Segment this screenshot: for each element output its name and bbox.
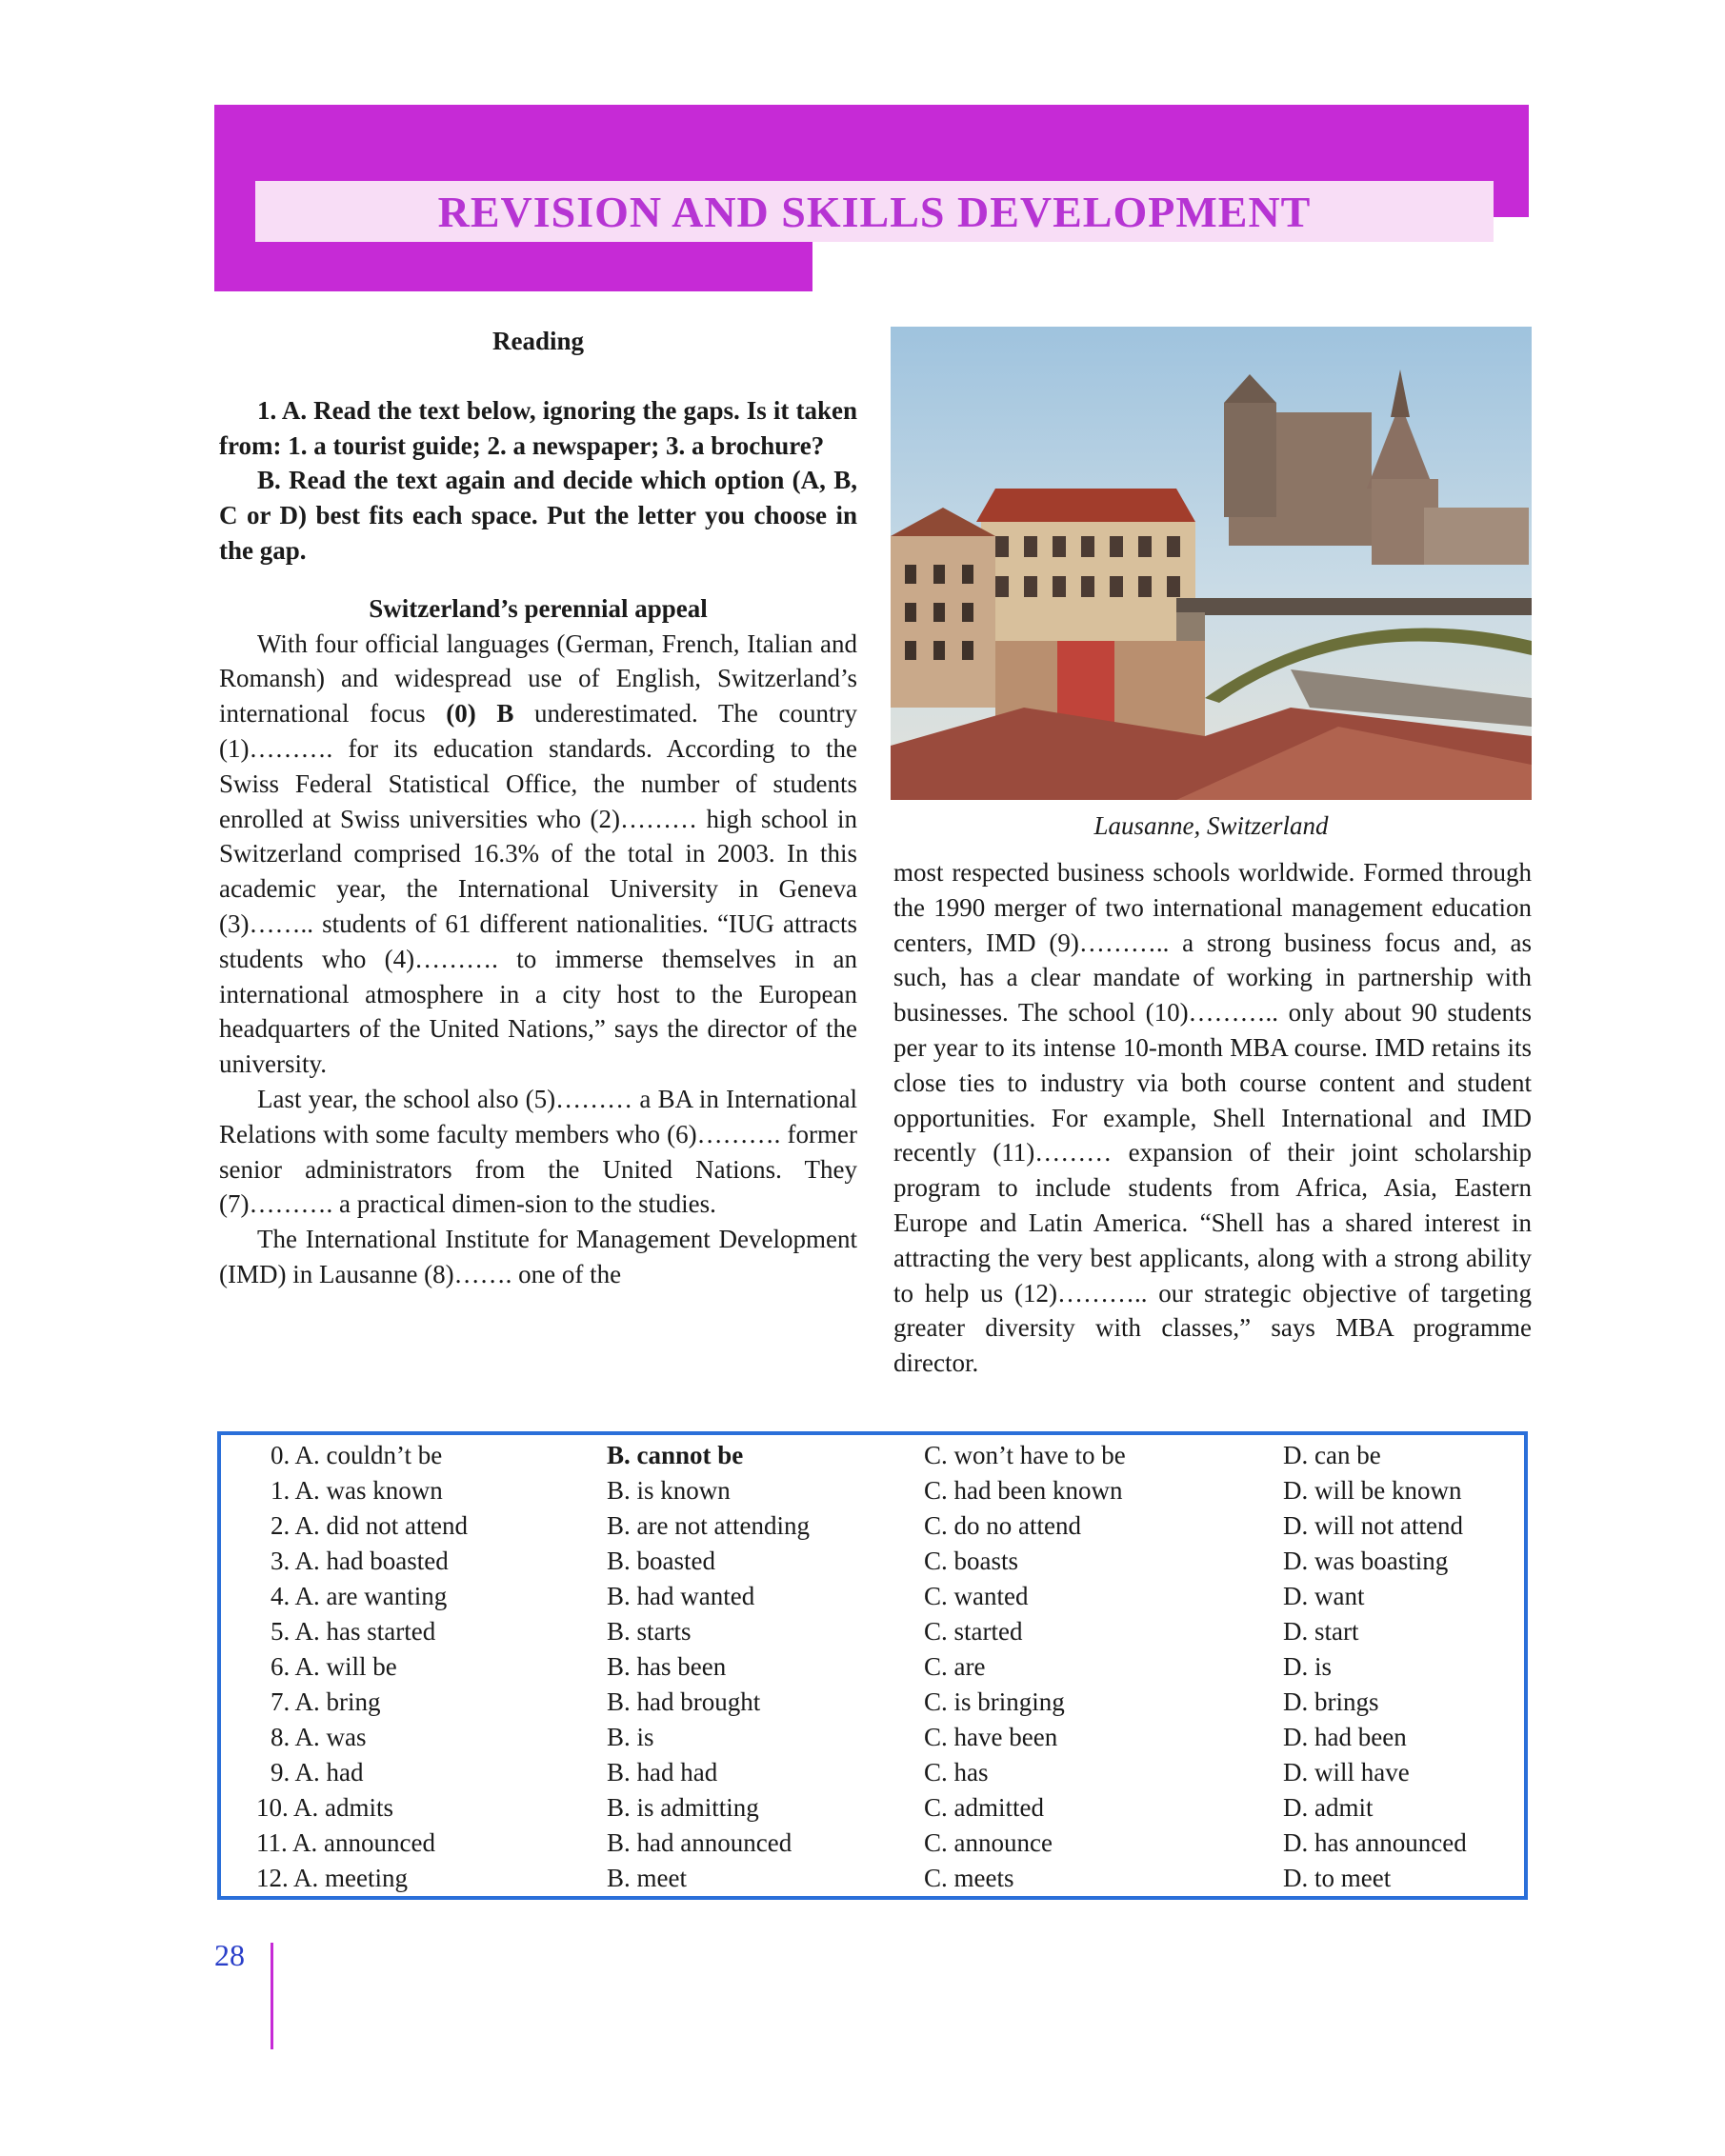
title-bar xyxy=(255,181,1494,242)
task-a: 1. A. Read the text below, ignoring the gaps. Is it taken from: 1. a tourist guide; 2. a newspaper; 3. a brochure? xyxy=(219,395,857,460)
options-table xyxy=(217,1431,1528,1900)
article-paragraph-1: With four official languages (German, French, Italian and Romansh) and widespread use of English, Switzerland’s international focus (0) B underestimated. The country (1)………. for its education standards. According to the Swiss Federal Statistical Office, the number of students enrolled at Swiss universities who (2)……… high school in Switzerland comprised 16.3% of the total in 2003. In this academic year, the International University in Geneva (3)…….. students of 61 different nationalities. “IUG attracts students who (4)………. to immerse themselves in an international atmosphere in a city host to the European headquarters of the United Nations,” says the director of the university. xyxy=(219,629,858,1079)
task-b: B. Read the text again and decide which option (A, B, C or D) best fits each space. Put the letter you choose in the gap. xyxy=(219,466,857,565)
option-row: 7. A. bring B. had brought C. is bringing D. brings xyxy=(271,1687,1379,1716)
example-answer: (0) B xyxy=(446,699,514,729)
option-row: 3. A. had boasted B. boasted C. boasts D. was boasting xyxy=(271,1547,1449,1575)
option-row: 10. A. admits B. is admitting C. admitted D. admit xyxy=(256,1793,1374,1822)
option-row: 11. A. announced B. had announced C. announce D. has announced xyxy=(256,1828,1467,1857)
option-row: 8. A. was B. is C. have been D. had been xyxy=(271,1723,1407,1751)
left-column xyxy=(219,324,857,1292)
page-title: REVISION AND SKILLS DEVELOPMENT xyxy=(437,187,1312,236)
option-row: 9. A. had B. had had C. has D. will have xyxy=(271,1758,1410,1787)
lausanne-photo xyxy=(891,327,1532,800)
article-title: Switzerland’s perennial appeal xyxy=(369,593,708,623)
right-column: most respected business schools worldwide. Formed through the 1990 merger of two international management education centers, IMD (9)……….. a strong business focus and, as such, has a clear mandate of working in partnership with businesses. The school (10)……….. only about 90 students per year to its intense 10-month MBA course. IMD retains its close ties to industry via both course content and student opportunities. For example, Shell International and IMD recently (11)……… expansion of their joint scholarship program to include students from Africa, Asia, Eastern Europe and Latin America. “Shell has a shared interest in attracting the very best applicants, along with a strong ability to help us (12)……….. our strategic objective of targeting greater diversity with classes,” says MBA programme director. xyxy=(893,858,1532,1378)
section-heading: Reading xyxy=(491,327,585,355)
option-row: 2. A. did not attend B. are not attending C. do no attend D. will not attend xyxy=(271,1511,1463,1540)
photo-caption: Lausanne, Switzerland xyxy=(1093,811,1329,840)
option-row: 6. A. will be B. has been C. are D. is xyxy=(271,1652,1333,1681)
option-row: 12. A. meeting B. meet C. meets D. to meet xyxy=(256,1864,1392,1892)
page-number: 28 xyxy=(214,1938,245,1972)
article-paragraph-3: The International Institute for Management Development (IMD) in Lausanne (8)……. one of the xyxy=(219,1225,857,1288)
article-paragraph-2: Last year, the school also (5)……… a BA in International Relations with some faculty members who (6)………. former senior administrators from the United Nations. They (7)………. a practical dimen-sion to the studies. xyxy=(219,1084,857,1219)
option-row: 0. A. couldn’t be B. cannot be C. won’t have to be D. can be xyxy=(271,1441,1381,1469)
option-row: 4. A. are wanting B. had wanted C. wanted D. want xyxy=(271,1582,1365,1610)
option-row: 1. A. was known B. is known C. had been known D. will be known xyxy=(271,1476,1462,1505)
page-divider xyxy=(271,1943,273,2049)
option-row: 5. A. has started B. starts C. started D. start xyxy=(271,1617,1359,1646)
